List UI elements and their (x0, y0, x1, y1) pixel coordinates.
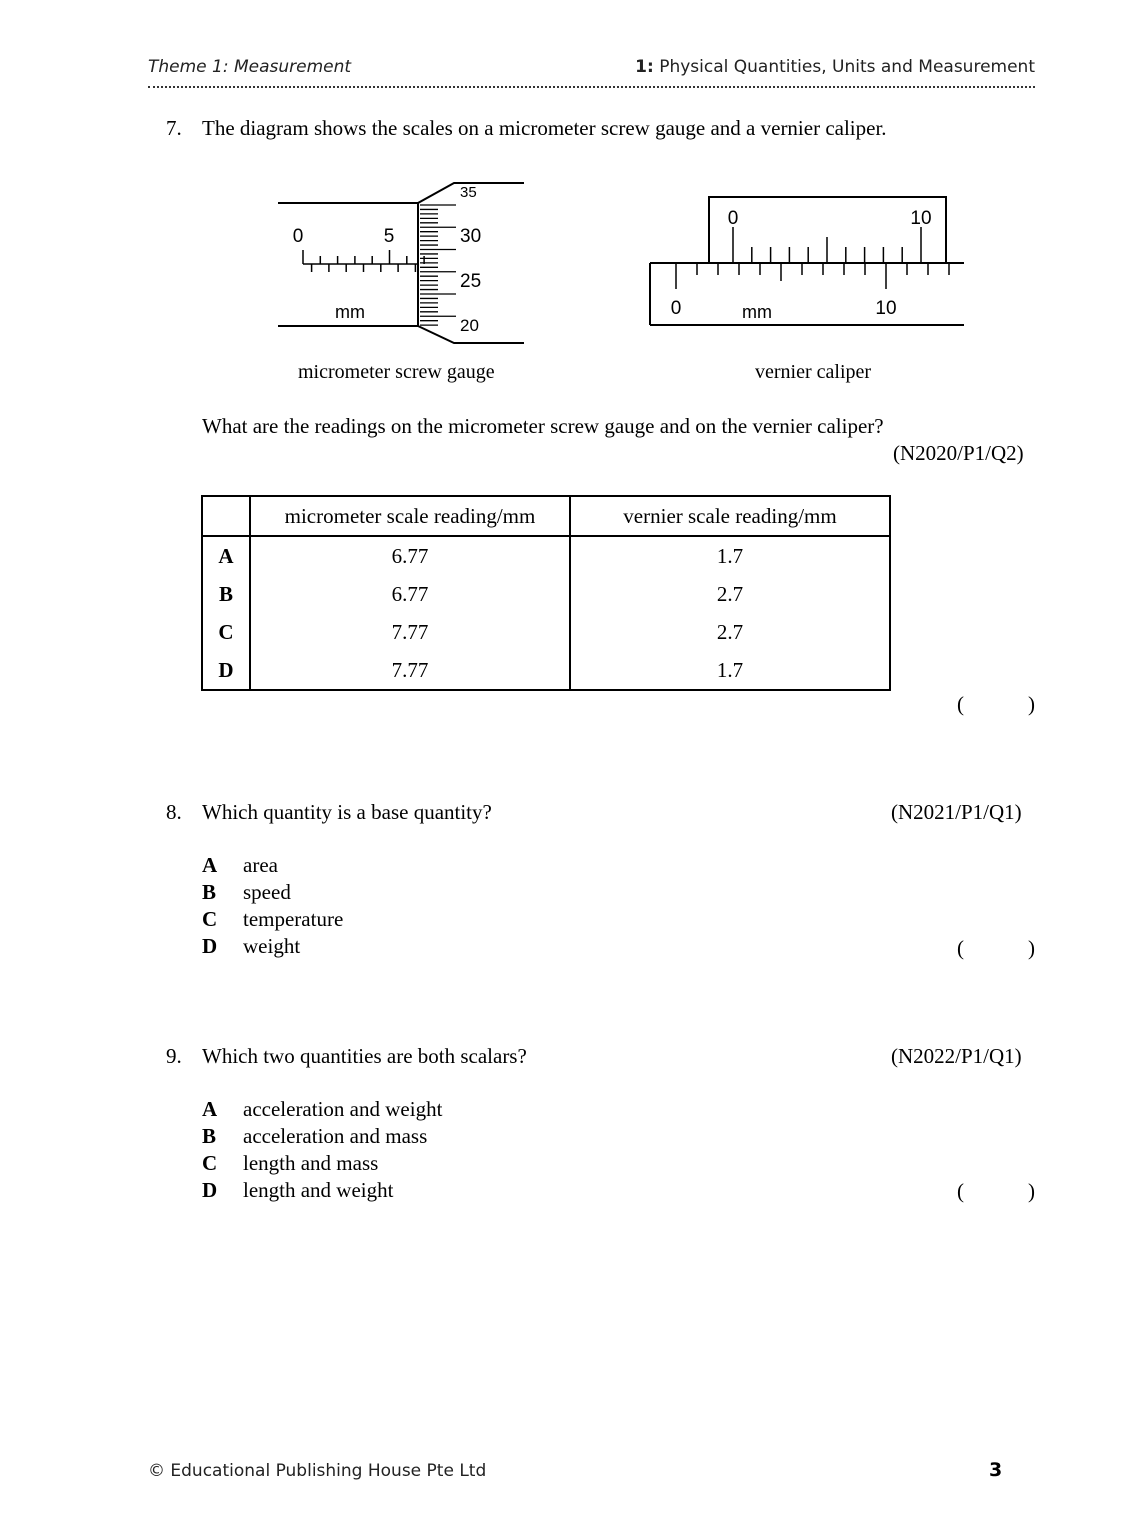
q7-source: (N2020/P1/Q2) (893, 441, 1024, 465)
q8-source: (N2021/P1/Q1) (891, 800, 1022, 824)
table-header-vernier: vernier scale reading/mm (570, 496, 890, 536)
bracket-close: ) (1028, 1179, 1035, 1203)
thimble-label-20: 20 (460, 316, 479, 335)
q7-answer-table (201, 495, 891, 691)
bracket-open: ( (957, 936, 964, 960)
option-text: acceleration and mass (243, 1124, 428, 1148)
option-letter: C (202, 1151, 218, 1175)
option-letter: A (202, 1097, 218, 1121)
q7-question: What are the readings on the micrometer screw gauge and on the vernier caliper? (202, 414, 884, 438)
q9-answer-bracket[interactable] (957, 1179, 1035, 1204)
table-header-micrometer: micrometer scale reading/mm (250, 496, 570, 536)
vernier-unit: mm (742, 302, 772, 322)
header-rule (148, 86, 1035, 88)
table-row-micrometer: 7.77 (250, 651, 570, 690)
q7-text: The diagram shows the scales on a micrometer screw gauge and a vernier caliper. (202, 116, 887, 140)
option-item[interactable] (202, 1150, 442, 1177)
q9-text: Which two quantities are both scalars? (202, 1044, 527, 1068)
option-text: speed (243, 880, 291, 904)
header-theme: Theme 1: Measurement (148, 57, 352, 77)
table-row-letter: D (218, 657, 234, 682)
option-text: temperature (243, 907, 344, 931)
micrometer-unit: mm (335, 302, 365, 322)
q8-number: 8. (166, 800, 182, 824)
table-row-vernier: 2.7 (570, 575, 890, 613)
option-item[interactable] (202, 1123, 442, 1150)
option-item[interactable] (202, 852, 343, 879)
option-item[interactable] (202, 879, 343, 906)
table-row (202, 575, 890, 613)
micrometer-main-label-5: 5 (383, 226, 395, 247)
option-text: acceleration and weight (243, 1097, 443, 1121)
table-row-micrometer: 7.77 (250, 613, 570, 651)
table-row-letter: C (218, 619, 234, 644)
option-text: length and mass (243, 1151, 379, 1175)
option-item[interactable] (202, 906, 343, 933)
table-header-row (202, 496, 890, 536)
vernier-label-10: 10 (910, 208, 932, 229)
micrometer-diagram (270, 176, 530, 351)
header-chapter-title: Physical Quantities, Units and Measurement (659, 57, 1035, 77)
thimble-label-35: 35 (460, 184, 477, 201)
table-row-micrometer: 6.77 (250, 536, 570, 575)
option-letter: B (202, 880, 217, 904)
bracket-open: ( (957, 1179, 964, 1203)
option-item[interactable] (202, 1177, 442, 1204)
q7-number: 7. (166, 116, 182, 140)
option-letter: A (202, 853, 218, 877)
micrometer-main-label-0: 0 (292, 226, 304, 247)
table-row-letter: A (218, 543, 234, 568)
vernier-diagram (644, 190, 969, 335)
option-letter: D (202, 934, 218, 958)
table-row-vernier: 1.7 (570, 651, 890, 690)
vernier-label-0: 0 (727, 208, 739, 229)
option-text: weight (243, 934, 301, 958)
footer-copyright: © Educational Publishing House Pte Ltd (148, 1461, 487, 1481)
option-letter: C (202, 907, 218, 931)
main-scale-label-10: 10 (875, 298, 897, 319)
q8-options (202, 852, 343, 960)
main-scale-label-0: 0 (670, 298, 682, 319)
bracket-close: ) (1028, 692, 1035, 716)
table-row-vernier: 2.7 (570, 613, 890, 651)
thimble-label-30: 30 (460, 226, 482, 247)
table-row (202, 613, 890, 651)
option-letter: D (202, 1178, 218, 1202)
table-row (202, 651, 890, 690)
header-chapter-number: 1: (635, 57, 654, 77)
option-text: area (243, 853, 278, 877)
vernier-caption: vernier caliper (755, 361, 872, 383)
q9-source: (N2022/P1/Q1) (891, 1044, 1022, 1068)
q9-number: 9. (166, 1044, 182, 1068)
option-item[interactable] (202, 1096, 442, 1123)
option-item[interactable] (202, 933, 343, 960)
q8-text: Which quantity is a base quantity? (202, 800, 492, 824)
micrometer-caption: micrometer screw gauge (298, 361, 495, 383)
q8-answer-bracket[interactable] (957, 936, 1035, 961)
page-number: 3 (989, 1459, 1003, 1481)
header-chapter (635, 57, 1035, 77)
table-row-micrometer: 6.77 (250, 575, 570, 613)
thimble-label-25: 25 (460, 271, 482, 292)
bracket-open: ( (957, 692, 964, 716)
table-row-letter: B (218, 581, 233, 606)
option-letter: B (202, 1124, 217, 1148)
q9-options (202, 1096, 442, 1204)
option-text: length and weight (243, 1178, 394, 1202)
q7-answer-bracket[interactable] (957, 692, 1035, 717)
table-header-empty (202, 496, 250, 536)
table-row-vernier: 1.7 (570, 536, 890, 575)
table-row (202, 536, 890, 575)
bracket-close: ) (1028, 936, 1035, 960)
